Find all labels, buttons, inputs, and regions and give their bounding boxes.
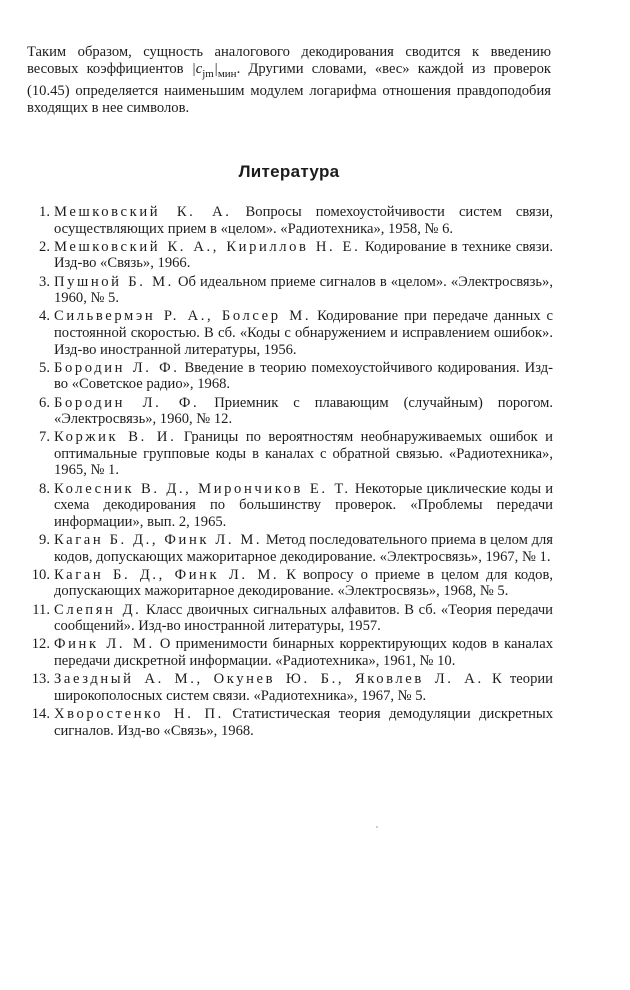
reference-authors: Сильвермэн Р. А., Болсер М. bbox=[54, 308, 312, 325]
reference-authors: Хворостенко Н. П. bbox=[54, 705, 224, 722]
reference-number: 5. bbox=[39, 359, 50, 376]
reference-item bbox=[26, 308, 553, 358]
reference-body bbox=[54, 481, 553, 531]
reference-number: 1. bbox=[39, 204, 50, 220]
formula-subscript: jm bbox=[202, 67, 214, 80]
weight-coefficient-formula bbox=[191, 61, 237, 80]
reference-authors: Колесник В. Д., Мирончиков Е. Т. bbox=[54, 480, 351, 497]
reference-authors: Слепян Д. bbox=[54, 601, 142, 618]
reference-text: Кодирование в технике связи. Изд-во «Связь», 1966. bbox=[54, 238, 553, 272]
reference-item bbox=[26, 395, 553, 428]
reference-authors: Заездный А. М., Окунев Ю. Б., Яковлев Л. А. bbox=[54, 671, 484, 688]
reference-number: 9. bbox=[39, 532, 50, 549]
reference-number: 13. bbox=[31, 671, 50, 688]
reference-text: Метод последовательного приема в целом для кодов, допускающих мажоритарное декодирование. «Электросвязь», 1967, № 1. bbox=[54, 532, 554, 565]
reference-number: 4. bbox=[39, 308, 50, 325]
formula-bar: | bbox=[213, 61, 218, 77]
reference-body bbox=[54, 567, 553, 600]
intro-paragraph bbox=[27, 44, 551, 117]
reference-body bbox=[54, 636, 553, 669]
reference-item bbox=[26, 239, 553, 272]
reference-item bbox=[26, 204, 553, 237]
reference-item bbox=[26, 481, 553, 531]
reference-item bbox=[26, 429, 553, 479]
reference-item bbox=[26, 636, 553, 669]
reference-authors: Каган Б. Д., Финк Л. М. bbox=[54, 532, 263, 549]
reference-number: 6. bbox=[39, 394, 50, 411]
reference-body bbox=[54, 429, 553, 479]
section-heading: Литература bbox=[238, 162, 340, 181]
reference-text: Вопросы помехоустойчивости систем связи, осуществляющих прием в «целом». «Радиотехника», 1958, № 6. bbox=[54, 204, 553, 237]
reference-body bbox=[54, 360, 553, 393]
reference-authors: Коржик В. И. bbox=[54, 429, 177, 446]
reference-number: 8. bbox=[39, 480, 50, 497]
reference-text: Статистическая теория демодуляции дискретных сигналов. Изд-во «Связь», 1968. bbox=[54, 705, 553, 739]
reference-item bbox=[26, 671, 553, 704]
reference-number: 11. bbox=[32, 601, 50, 618]
reference-body bbox=[54, 532, 553, 565]
intro-text-part2: . Другими словами, «вес» каждой из проверок (10.45) определяется наименьшим модулем логарифма отношения правдоподобия входящих в нее символов. bbox=[27, 61, 551, 116]
reference-authors: Бородин Л. Ф. bbox=[54, 394, 200, 411]
reference-number: 3. bbox=[39, 273, 50, 290]
reference-text: Границы по вероятностям необнаруживаемых ошибок и оптимальные групповые коды в каналах с обратной связью. «Радиотехника», 1965, № 1. bbox=[54, 429, 553, 479]
reference-text: К вопросу о приеме в целом для кодов, допускающих мажоритарное декодирование. «Электросвязь», 1968, № 5. bbox=[54, 566, 553, 600]
reference-authors: Мешковский К. А. bbox=[54, 204, 232, 220]
reference-authors: Финк Л. М. bbox=[54, 636, 155, 653]
scan-speck bbox=[376, 826, 378, 828]
reference-body bbox=[54, 395, 553, 428]
reference-text: К теории широкополосных систем связи. «Радиотехника», 1967, № 5. bbox=[54, 671, 553, 704]
reference-text: Введение в теорию помехоустойчивого кодирования. Изд-во «Советское радио», 1968. bbox=[54, 359, 553, 393]
reference-body bbox=[54, 671, 553, 704]
reference-body bbox=[54, 602, 553, 635]
reference-body bbox=[54, 274, 553, 307]
formula-variable: |c bbox=[191, 61, 203, 77]
reference-text: Об идеальном приеме сигналов в «целом». «Электросвязь», 1960, № 5. bbox=[54, 273, 554, 307]
reference-number: 2. bbox=[39, 238, 50, 255]
reference-text: Некоторые циклические коды и схема декодирования по большинству проверок. «Проблемы передачи информации», вып. 2, 1965. bbox=[54, 480, 553, 530]
reference-number: 10. bbox=[31, 566, 50, 583]
reference-authors: Пушной Б. М. bbox=[54, 273, 174, 290]
reference-text: Приемник с плавающим (случайным) порогом. «Электросвязь», 1960, № 12. bbox=[54, 394, 553, 428]
reference-authors: Каган Б. Д., Финк Л. М. bbox=[54, 566, 280, 583]
reference-number: 12. bbox=[31, 636, 50, 653]
reference-item bbox=[26, 602, 553, 635]
reference-body bbox=[54, 308, 553, 358]
reference-text: Кодирование при передаче данных с постоянной скоростью. В сб. «Коды с обнаружением и исправлением ошибок». Изд-во иностранной литературы, 1956. bbox=[54, 308, 554, 358]
reference-authors: Мешковский К. А., Кириллов Н. Е. bbox=[54, 238, 361, 255]
reference-item bbox=[26, 567, 553, 600]
reference-body bbox=[54, 204, 553, 237]
formula-min-subscript: мин bbox=[217, 67, 237, 80]
reference-item bbox=[26, 532, 553, 565]
reference-item bbox=[26, 360, 553, 393]
reference-body bbox=[54, 706, 553, 739]
reference-authors: Бородин Л. Ф. bbox=[54, 359, 180, 376]
reference-item bbox=[26, 706, 553, 739]
reference-text: О применимости бинарных корректирующих кодов в каналах передачи дискретной информации. «Радиотехника», 1961, № 10. bbox=[54, 636, 553, 669]
reference-text: Класс двоичных сигнальных алфавитов. В сб. «Теория передачи сообщений». Изд-во иностранной литературы, 1957. bbox=[54, 601, 553, 635]
reference-body bbox=[54, 239, 553, 272]
reference-list bbox=[26, 204, 553, 741]
reference-number: 14. bbox=[31, 705, 50, 722]
reference-item bbox=[26, 274, 553, 307]
intro-text-part1: Таким образом, сущность аналогового декодирования сводится к введению весовых коэффициентов bbox=[27, 44, 551, 77]
reference-number: 7. bbox=[39, 429, 50, 446]
